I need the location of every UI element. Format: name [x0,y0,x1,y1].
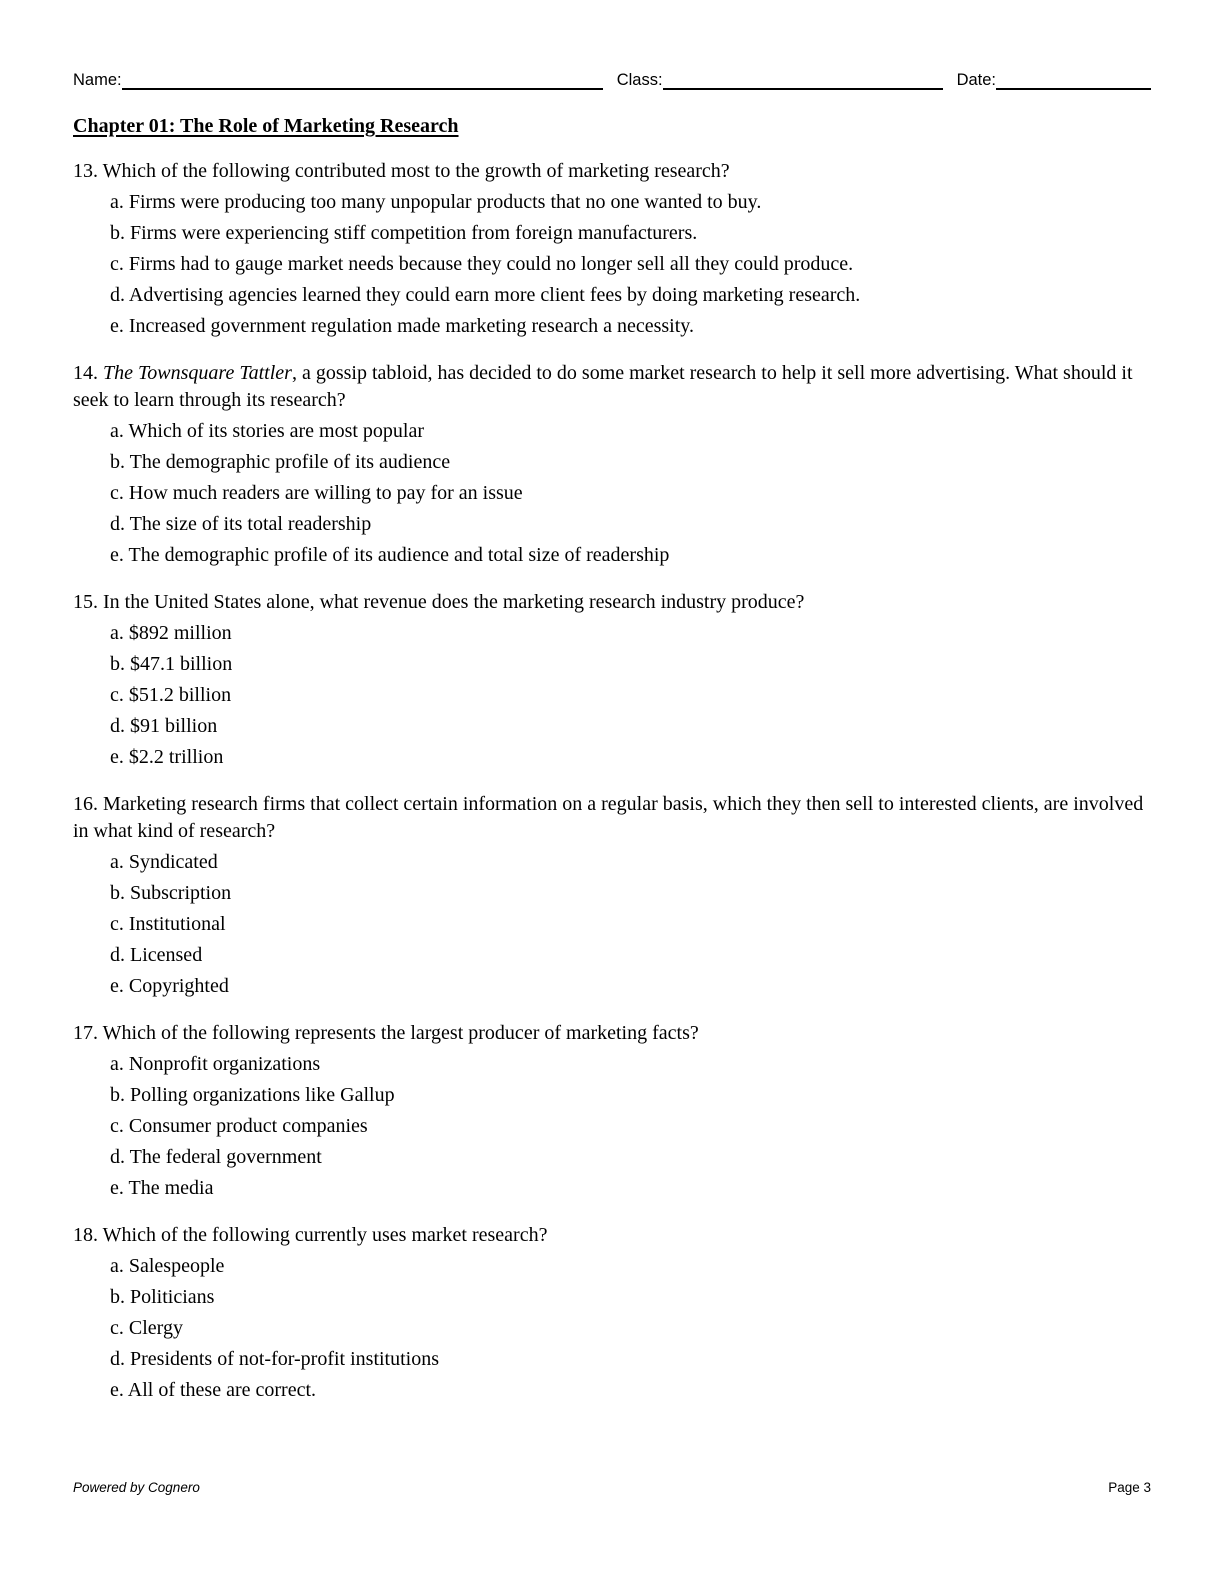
option-a: a. Which of its stories are most popular [110,420,425,442]
powered-by-label: Powered by Cognero [73,1480,200,1495]
question-17 [73,1020,1151,1202]
option-e: e. The media [110,1177,214,1199]
option-a: a. $892 million [110,622,232,644]
name-label: Name: [73,71,122,89]
option-e: e. All of these are correct. [110,1379,317,1401]
question-text [73,158,1151,185]
question-body: Which of the following represents the largest producer of marketing facts? [102,1022,699,1044]
option-b: b. Politicians [110,1286,215,1308]
chapter-title: Chapter 01: The Role of Marketing Research [73,115,459,137]
option-b: b. $47.1 billion [110,653,233,675]
question-text [73,791,1151,845]
option-c: c. Institutional [110,913,226,935]
question-text [73,360,1151,414]
question-text [73,1222,1151,1249]
option-a: a. Syndicated [110,851,218,873]
question-body: , a gossip tabloid, has decided to do some market research to help it sell more advertising. What should it seek to learn through its research? [73,362,1133,411]
options-list [73,1051,1151,1202]
question-body: In the United States alone, what revenue does the marketing research industry produce? [103,591,805,613]
question-body: Which of the following currently uses market research? [102,1224,548,1246]
date-label: Date: [956,71,996,89]
question-number: 17. [73,1022,98,1044]
option-a: a. Salespeople [110,1255,225,1277]
option-c: c. Firms had to gauge market needs because they could no longer sell all they could produce. [110,253,854,275]
options-list [73,189,1151,340]
option-d: d. $91 billion [110,715,218,737]
name-blank-field [122,88,603,90]
option-b: b. Firms were experiencing stiff competition from foreign manufacturers. [110,222,698,244]
option-c: c. Clergy [110,1317,183,1339]
options-list [73,418,1151,569]
option-d: d. Licensed [110,944,203,966]
question-number: 18. [73,1224,98,1246]
option-e: e. Copyrighted [110,975,229,997]
option-d: d. The size of its total readership [110,513,372,535]
date-blank-field [996,88,1151,90]
options-list [73,1253,1151,1404]
question-number: 14. [73,362,98,384]
option-c: c. $51.2 billion [110,684,232,706]
option-c: c. Consumer product companies [110,1115,368,1137]
class-label: Class: [616,71,663,89]
option-b: b. Subscription [110,882,232,904]
question-text [73,589,1151,616]
question-number: 13. [73,160,98,182]
option-a: a. Firms were producing too many unpopular products that no one wanted to buy. [110,191,762,213]
question-body: Which of the following contributed most to the growth of marketing research? [102,160,730,182]
question-text [73,1020,1151,1047]
question-14 [73,360,1151,569]
option-b: b. Polling organizations like Gallup [110,1084,395,1106]
options-list [73,620,1151,771]
question-18 [73,1222,1151,1404]
option-d: d. The federal government [110,1146,322,1168]
class-blank-field [663,88,943,90]
question-italic-title: The Townsquare Tattler [103,362,292,384]
options-list [73,849,1151,1000]
question-body: Marketing research firms that collect certain information on a regular basis, which they then sell to interested clients, are involved in what kind of research? [73,793,1144,842]
question-15 [73,589,1151,771]
option-a: a. Nonprofit organizations [110,1053,321,1075]
option-e: e. Increased government regulation made marketing research a necessity. [110,315,694,337]
question-16 [73,791,1151,1000]
option-e: e. $2.2 trillion [110,746,224,768]
option-e: e. The demographic profile of its audience and total size of readership [110,544,670,566]
option-d: d. Presidents of not-for-profit institutions [110,1348,440,1370]
page-footer [73,1480,1151,1495]
header [73,70,1151,90]
option-c: c. How much readers are willing to pay for an issue [110,482,523,504]
option-b: b. The demographic profile of its audience [110,451,451,473]
question-number: 16. [73,793,98,815]
page-number: Page 3 [1108,1480,1151,1495]
option-d: d. Advertising agencies learned they could earn more client fees by doing marketing research. [110,284,861,306]
question-number: 15. [73,591,98,613]
question-13 [73,158,1151,340]
